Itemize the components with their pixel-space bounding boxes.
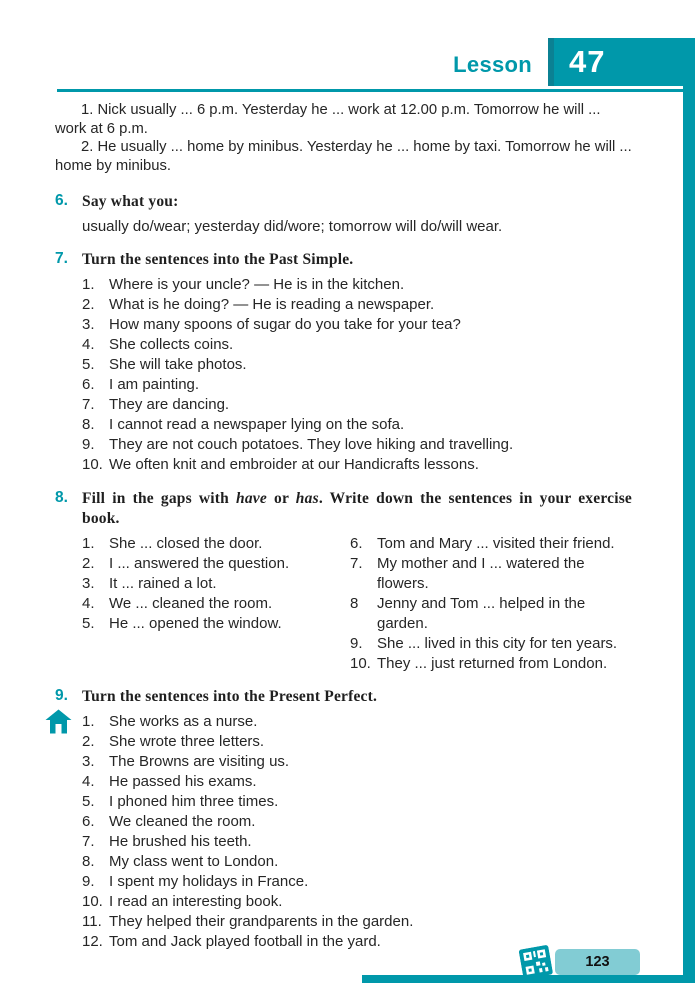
right-column (350, 534, 632, 674)
list-item (82, 712, 632, 732)
item-number: 4. (82, 336, 95, 353)
item-text: She ... lived in this city for ten years. (377, 635, 618, 652)
item-number: 5. (82, 356, 95, 373)
lesson-label: Lesson (453, 52, 532, 77)
exercise-7 (55, 250, 632, 475)
item-text: They are dancing. (109, 396, 230, 413)
item-number: 9. (82, 873, 95, 890)
item-number: 9. (82, 436, 95, 453)
item-number: 12. (82, 933, 103, 950)
item-text: I spent my holidays in France. (109, 873, 309, 890)
intro-paragraph: 2. He usually ... home by minibus. Yesterday he ... home by taxi. Tomorrow he will ... home by minibus. (55, 139, 632, 174)
item-number: 6. (82, 376, 95, 393)
item-text: How many spoons of sugar do you take for your tea? (109, 316, 461, 333)
item-number: 7. (82, 833, 95, 850)
item-number: 3. (82, 753, 95, 770)
list-item (82, 812, 632, 832)
item-number: 1. (82, 276, 95, 293)
list-item (82, 534, 350, 554)
item-text: I phoned him three times. (109, 793, 279, 810)
item-number: 2. (82, 733, 95, 750)
list-item (82, 574, 350, 594)
item-number: 7. (82, 396, 95, 413)
item-text: He brushed his teeth. (109, 833, 252, 850)
list-item (82, 772, 632, 792)
item-text: We often knit and embroider at our Handicrafts lessons. (109, 456, 479, 473)
list-item (82, 295, 632, 315)
item-number: 3. (82, 575, 95, 592)
list-item (82, 792, 632, 812)
item-number: 5. (82, 793, 95, 810)
item-number: 10. (82, 456, 103, 473)
list-item (82, 892, 632, 912)
item-text: We ... cleaned the room. (109, 595, 273, 612)
page-content (55, 101, 632, 952)
two-column-list (82, 534, 632, 674)
item-number: 1. (82, 713, 95, 730)
item-number: 11. (82, 913, 102, 930)
list-item (82, 832, 632, 852)
list-item (82, 415, 632, 435)
item-text: I am painting. (109, 376, 200, 393)
exercise-content (82, 192, 632, 237)
item-text: He ... opened the window. (109, 615, 282, 632)
item-text: Jenny and Tom ... helped in the garden. (377, 595, 586, 632)
list-item (82, 732, 632, 752)
lesson-number-box (548, 38, 695, 86)
header-rule (57, 89, 695, 92)
item-number: 2. (82, 296, 95, 313)
exercise-9 (55, 687, 632, 952)
item-number: 7. (350, 555, 363, 572)
item-number: 6. (350, 535, 363, 552)
item-text: I ... answered the question. (109, 555, 290, 572)
list-item (350, 534, 632, 554)
item-text: She ... closed the door. (109, 535, 263, 552)
item-text: They helped their grandparents in the garden. (109, 913, 414, 930)
list-item (82, 395, 632, 415)
item-text: Where is your uncle? — He is in the kitchen. (109, 276, 405, 293)
sentence-list (82, 275, 632, 475)
exercise-content (82, 250, 632, 475)
item-text: My class went to London. (109, 853, 279, 870)
list-item (82, 912, 632, 932)
item-text: Tom and Jack played football in the yard. (109, 933, 381, 950)
exercise-number: 6. (55, 192, 68, 209)
item-text: He passed his exams. (109, 773, 257, 790)
exercise-8 (55, 489, 632, 674)
item-text: She collects coins. (109, 336, 234, 353)
exercise-content (82, 489, 632, 674)
exercise-number: 8. (55, 489, 68, 506)
list-item (82, 435, 632, 455)
list-item (82, 554, 350, 574)
item-text: She wrote three letters. (109, 733, 265, 750)
exercise-content (82, 687, 632, 952)
intro-paragraph: 1. Nick usually ... 6 p.m. Yesterday he ... work at 12.00 p.m. Tomorrow he will ... work at 6 p.m. (55, 102, 601, 137)
left-column (82, 534, 350, 674)
list-item (82, 594, 350, 614)
exercise-title: Turn the sentences into the Past Simple. (82, 251, 354, 268)
exercise-title: Say what you: (82, 193, 179, 210)
item-text: What is he doing? — He is reading a newspaper. (109, 296, 435, 313)
exercise-6 (55, 192, 632, 237)
item-number: 8 (350, 595, 359, 612)
item-number: 10. (82, 893, 103, 910)
list-item (82, 932, 632, 952)
item-text: She will take photos. (109, 356, 247, 373)
list-item (350, 634, 632, 654)
exercise-title: Turn the sentences into the Present Perfect. (82, 688, 378, 705)
item-text: My mother and I ... watered the flowers. (377, 555, 585, 592)
list-item (350, 554, 632, 594)
item-number: 4. (82, 595, 95, 612)
list-item (82, 355, 632, 375)
item-text: They are not couch potatoes. They love hiking and travelling. (109, 436, 514, 453)
item-number: 10. (350, 655, 371, 672)
footer-bar (362, 975, 695, 983)
item-text: I read an interesting book. (109, 893, 283, 910)
item-text: We cleaned the room. (109, 813, 256, 830)
item-number: 6. (82, 813, 95, 830)
list-item (82, 872, 632, 892)
exercise-number: 7. (55, 250, 68, 267)
list-item (82, 614, 350, 634)
page-number-badge (555, 949, 640, 975)
list-item (82, 455, 632, 475)
page-number: 123 (585, 954, 610, 970)
item-text: She works as a nurse. (109, 713, 258, 730)
item-number: 9. (350, 635, 363, 652)
item-text: It ... rained a lot. (109, 575, 217, 592)
exercise-body: usually do/wear; yesterday did/wore; tomorrow will do/will wear. (82, 218, 503, 235)
list-item (82, 375, 632, 395)
item-text: They ... just returned from London. (377, 655, 608, 672)
list-item (82, 852, 632, 872)
home-icon (45, 709, 72, 734)
item-number: 8. (82, 416, 95, 433)
item-number: 3. (82, 316, 95, 333)
exercise-number: 9. (55, 687, 68, 704)
item-number: 4. (82, 773, 95, 790)
item-text: The Browns are visiting us. (109, 753, 290, 770)
list-item (350, 594, 632, 634)
sentence-list (82, 712, 632, 952)
exercise-title: Fill in the gaps with have or has. Write down the sentences in your exercise book. (82, 490, 633, 527)
list-item (350, 654, 632, 674)
list-item (82, 275, 632, 295)
item-number: 5. (82, 615, 95, 632)
list-item (82, 315, 632, 335)
list-item (82, 752, 632, 772)
item-number: 2. (82, 555, 95, 572)
item-number: 1. (82, 535, 95, 552)
item-text: I cannot read a newspaper lying on the sofa. (109, 416, 405, 433)
list-item (82, 335, 632, 355)
right-edge-stripe (683, 86, 695, 983)
item-text: Tom and Mary ... visited their friend. (377, 535, 615, 552)
lesson-number: 47 (569, 44, 606, 79)
item-number: 8. (82, 853, 95, 870)
